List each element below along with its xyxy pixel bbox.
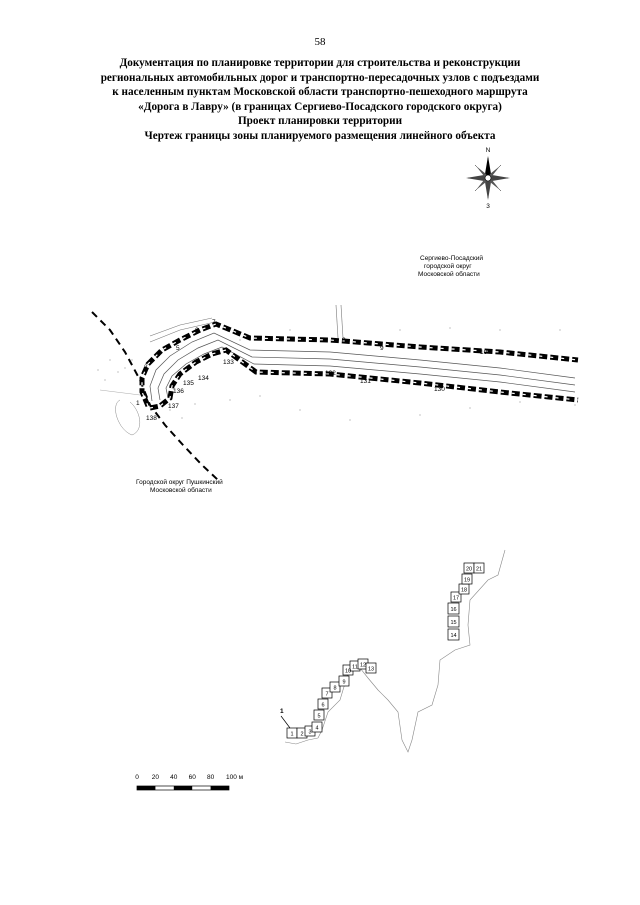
scale-tick-label: 60 [188,774,196,781]
region-label: городской округ [424,263,472,270]
page-number: 58 [314,36,326,48]
point-label: 137 [168,403,179,410]
sheet-label: 3 [308,729,312,736]
sheet-label: 1 [290,731,294,738]
sheet-label: 10 [344,668,352,675]
sheet-label: 16 [450,607,457,613]
point-label: 138 [146,415,157,422]
terrain-background [97,305,575,435]
point-label: 5 [176,345,180,352]
scale-tick-label: 40 [170,774,178,781]
sheet-label: 19 [463,577,471,584]
sheet-label: 5 [317,713,321,720]
scale-tick-label: 0 [135,774,139,781]
sheet-label: 4 [315,725,319,732]
region-label: Сергиево-Посадский [420,255,484,262]
compass-rose-icon [466,156,510,200]
sheet-label: 6 [321,702,325,709]
road-alignment [150,333,575,401]
point-label: 132 [325,370,336,377]
region-label: Городской округ Пушкинский [136,479,223,486]
sheet-label: 13 [367,666,375,673]
point-label: 3 [144,364,148,371]
point-label: 8 [342,337,346,344]
sheet-label: 11 [352,664,358,671]
point-label: 130 [434,386,445,393]
scale-tick-label: 20 [151,774,160,781]
region-label: Московской области [150,487,212,494]
sheet-index-pointer [280,708,290,728]
sheet-label: 20 [465,566,473,573]
title-line: Документация по планировке территории для строительства и реконструкции [119,57,521,69]
sheet-label: 15 [450,620,457,626]
sheet-label: 18 [460,587,468,594]
sheet-label: 21 [475,566,483,573]
title-line: «Дорога в Лавру» (в границах Сергиево-Посадского городского округа) [138,100,502,113]
scale-bar-labels [135,774,243,781]
point-label: 4 [157,351,161,358]
sheet-label: 2 [300,731,304,738]
title-line: к населенным пунктам Московской области транспортно-пешеходного маршрута [112,86,528,99]
title-line: региональных автомобильных дорог и транспортно-пересадочных узлов с подъездами [100,71,540,84]
point-label: 135 [183,380,194,387]
municipal-boundary [92,312,218,480]
scale-bar [137,786,229,790]
title-line: Чертеж границы зоны планируемого размещения линейного объекта [144,129,496,142]
point-label: 134 [198,375,209,382]
compass-north-label: N [485,147,491,154]
scale-tick-label: 100 м [226,774,244,781]
point-label: 7 [212,319,216,326]
point-label: 6 [195,327,199,334]
planned-zone-boundary [142,324,578,408]
pointer-label: 1 [280,708,284,715]
point-label: 9 [380,345,384,352]
region-label: Московской области [418,271,480,278]
sheet-label: 7 [325,691,329,698]
compass-south-label: 3 [486,203,490,210]
point-label: 133 [223,359,234,366]
scale-tick-label: 80 [206,774,215,781]
sheet-label: 8 [333,685,337,692]
sheet-label: 14 [450,633,457,639]
point-label: 2 [140,377,144,384]
sheet-label: 17 [452,595,460,602]
point-label: 1 [136,400,140,407]
point-label: 10 [480,349,488,356]
sheet-label: 12 [359,662,367,669]
point-label: 136 [173,388,184,395]
title-line: Проект планировки территории [237,115,403,128]
sheet-label: 9 [342,679,346,686]
point-label: 131 [360,378,371,385]
